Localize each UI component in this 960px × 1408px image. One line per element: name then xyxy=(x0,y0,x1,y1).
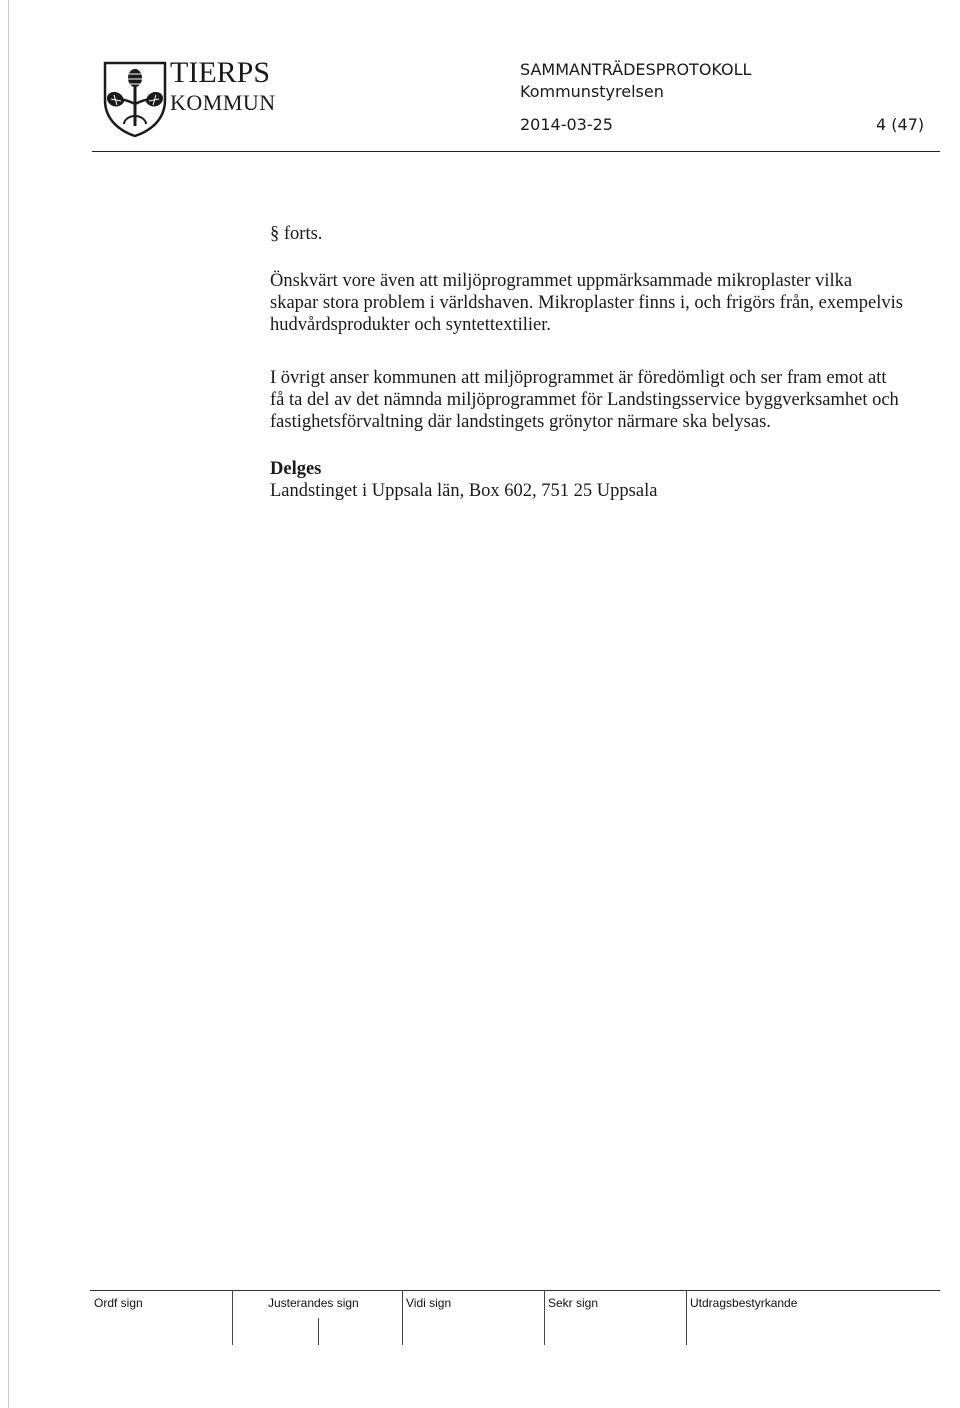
signature-label: Ordf sign xyxy=(94,1296,143,1310)
signature-field-secretary xyxy=(548,1290,684,1345)
signature-label: Justerandes sign xyxy=(268,1296,359,1310)
page-number: 4 (47) xyxy=(876,115,925,134)
signature-field-adjuster xyxy=(268,1290,398,1345)
signature-divider xyxy=(686,1290,687,1345)
logo-wordmark xyxy=(170,58,276,116)
paragraph-line: Önskvärt vore även att miljöprogrammet uppmärksammade mikroplaster vilka xyxy=(270,271,853,291)
signature-label: Utdragsbestyrkande xyxy=(690,1296,798,1310)
coat-of-arms-icon xyxy=(102,60,168,138)
signature-field-vidi xyxy=(406,1290,542,1345)
signature-divider xyxy=(544,1290,545,1345)
signature-field-chair xyxy=(94,1290,230,1345)
scan-edge xyxy=(8,0,9,1408)
distribution-label: Delges xyxy=(270,459,322,479)
signature-label: Vidi sign xyxy=(406,1296,452,1310)
board-name: Kommunstyrelsen xyxy=(520,82,664,101)
paragraph-microplastics xyxy=(270,270,960,336)
paragraph-line: få ta del av det nämnda miljöprogrammet för Landstingsservice byggverksamhet och xyxy=(270,390,899,410)
paragraph-line: I övrigt anser kommunen att miljöprogrammet är föredömligt och ser fram emot att xyxy=(270,368,887,388)
paragraph-overall-view xyxy=(270,367,960,433)
signature-divider xyxy=(402,1290,403,1345)
section-heading: § forts. xyxy=(270,224,323,244)
paragraph-line: hudvårdsprodukter och syntettextilier. xyxy=(270,315,552,335)
protocol-title: SAMMANTRÄDESPROTOKOLL xyxy=(520,60,752,79)
signature-divider xyxy=(232,1290,233,1345)
signature-field-certification xyxy=(690,1290,890,1345)
paragraph-line: fastighetsförvaltning där landstingets grönytor närmare ska belysas. xyxy=(270,412,771,432)
signature-divider xyxy=(318,1318,319,1345)
logo-line-1: TIERPS xyxy=(170,56,271,89)
meeting-date: 2014-03-25 xyxy=(520,115,613,134)
signature-label: Sekr sign xyxy=(548,1296,599,1310)
distribution-recipient: Landstinget i Uppsala län, Box 602, 751 25 Uppsala xyxy=(270,481,658,501)
header-divider xyxy=(92,151,940,152)
signature-row xyxy=(90,1290,940,1345)
logo-line-2: KOMMUN xyxy=(170,90,276,115)
paragraph-line: skapar stora problem i världshaven. Mikroplaster finns i, och frigörs från, exempelvis xyxy=(270,293,903,313)
